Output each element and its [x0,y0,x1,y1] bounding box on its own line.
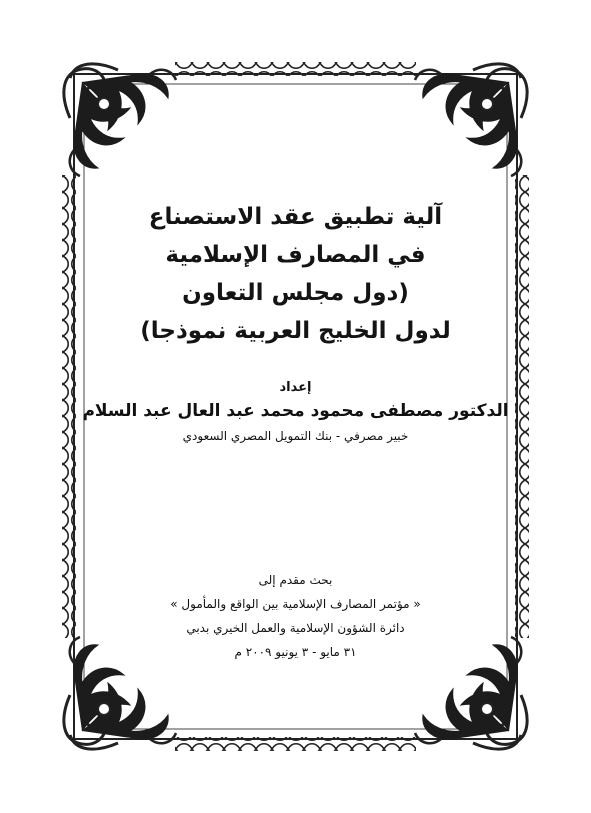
submission-intro: بحث مقدم إلى [258,573,333,587]
title-line-4: لدول الخليج العربية نموذجا) [140,318,451,344]
conference-dates: ٣١ مايو - ٣ يونيو ٢٠٠٩ م [234,645,357,659]
conference-name: « مؤتمر المصارف الإسلامية بين الواقع والمأمول » [170,597,421,611]
title-block [0,198,591,350]
organizer: دائرة الشؤون الإسلامية والعمل الخيري بدبي [186,621,405,635]
submission-block [0,568,591,664]
author-role: خبير مصرفي - بنك التمويل المصري السعودي [182,429,409,443]
title-line-1: آلية تطبيق عقد الاستصناع [148,204,443,230]
title-line-2: في المصارف الإسلامية [165,242,426,268]
author-name: الدكتور مصطفى محمود محمد عبد العال عبد السلام [82,401,509,421]
prepared-by-label: إعداد [279,380,312,395]
author-block [0,380,591,443]
title-line-3: (دول مجلس التعاون [182,280,409,306]
